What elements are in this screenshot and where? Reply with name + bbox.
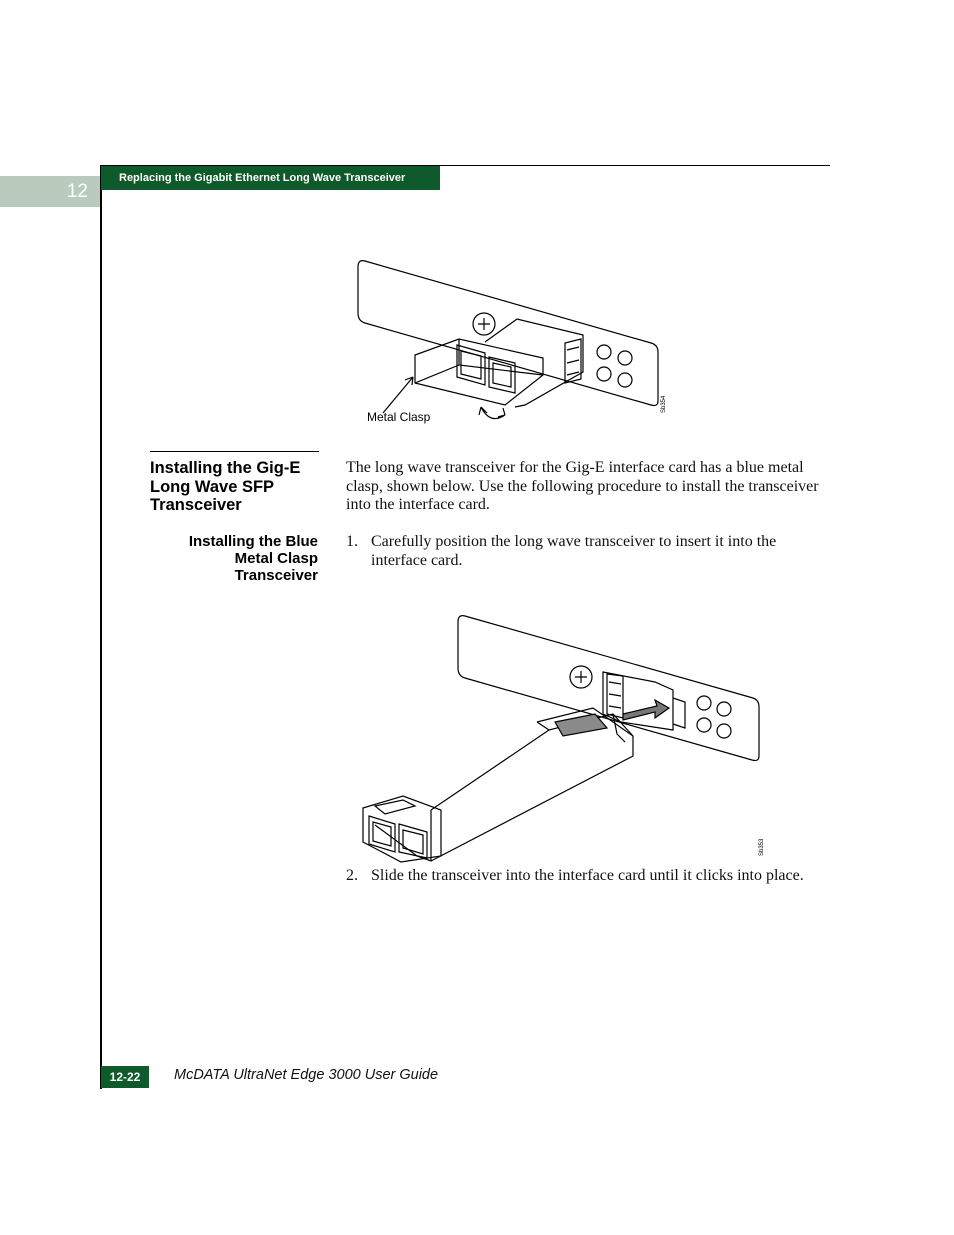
metal-clasp-callout: Metal Clasp <box>367 410 431 424</box>
subsection-title: Installing the Blue Metal Clasp Transceiver <box>188 533 318 584</box>
footer-page-number: 12-22 <box>101 1066 149 1088</box>
footer-title: McDATA UltraNet Edge 3000 User Guide <box>174 1067 439 1083</box>
figure-insert-transceiver <box>355 610 767 865</box>
chapter-tab <box>0 176 101 207</box>
step-2 <box>346 867 816 886</box>
running-header <box>101 166 440 190</box>
figure1-id: Sb354 <box>661 395 667 413</box>
step-1 <box>346 533 816 570</box>
figure-metal-clasp <box>355 255 665 430</box>
step-1-number: 1. <box>346 533 358 550</box>
figure2-id: Sb353 <box>759 838 765 856</box>
step-2-text: Slide the transceiver into the interface card until it clicks into place. <box>371 867 804 884</box>
step-2-number: 2. <box>346 867 358 884</box>
section-intro: The long wave transceiver for the Gig-E interface card has a blue metal clasp, shown below. Use the following procedure to install the transceiver into the interface card. <box>346 459 819 513</box>
running-header-title: Replacing the Gigabit Ethernet Long Wave Transceiver <box>119 172 406 184</box>
left-margin-rule <box>100 165 102 1089</box>
chapter-number: 12 <box>66 180 88 202</box>
section-title: Installing the Gig-E Long Wave SFP Transceiver <box>150 459 301 514</box>
step-1-text: Carefully position the long wave transceiver to insert it into the interface card. <box>371 533 777 569</box>
section-rule <box>150 451 319 452</box>
